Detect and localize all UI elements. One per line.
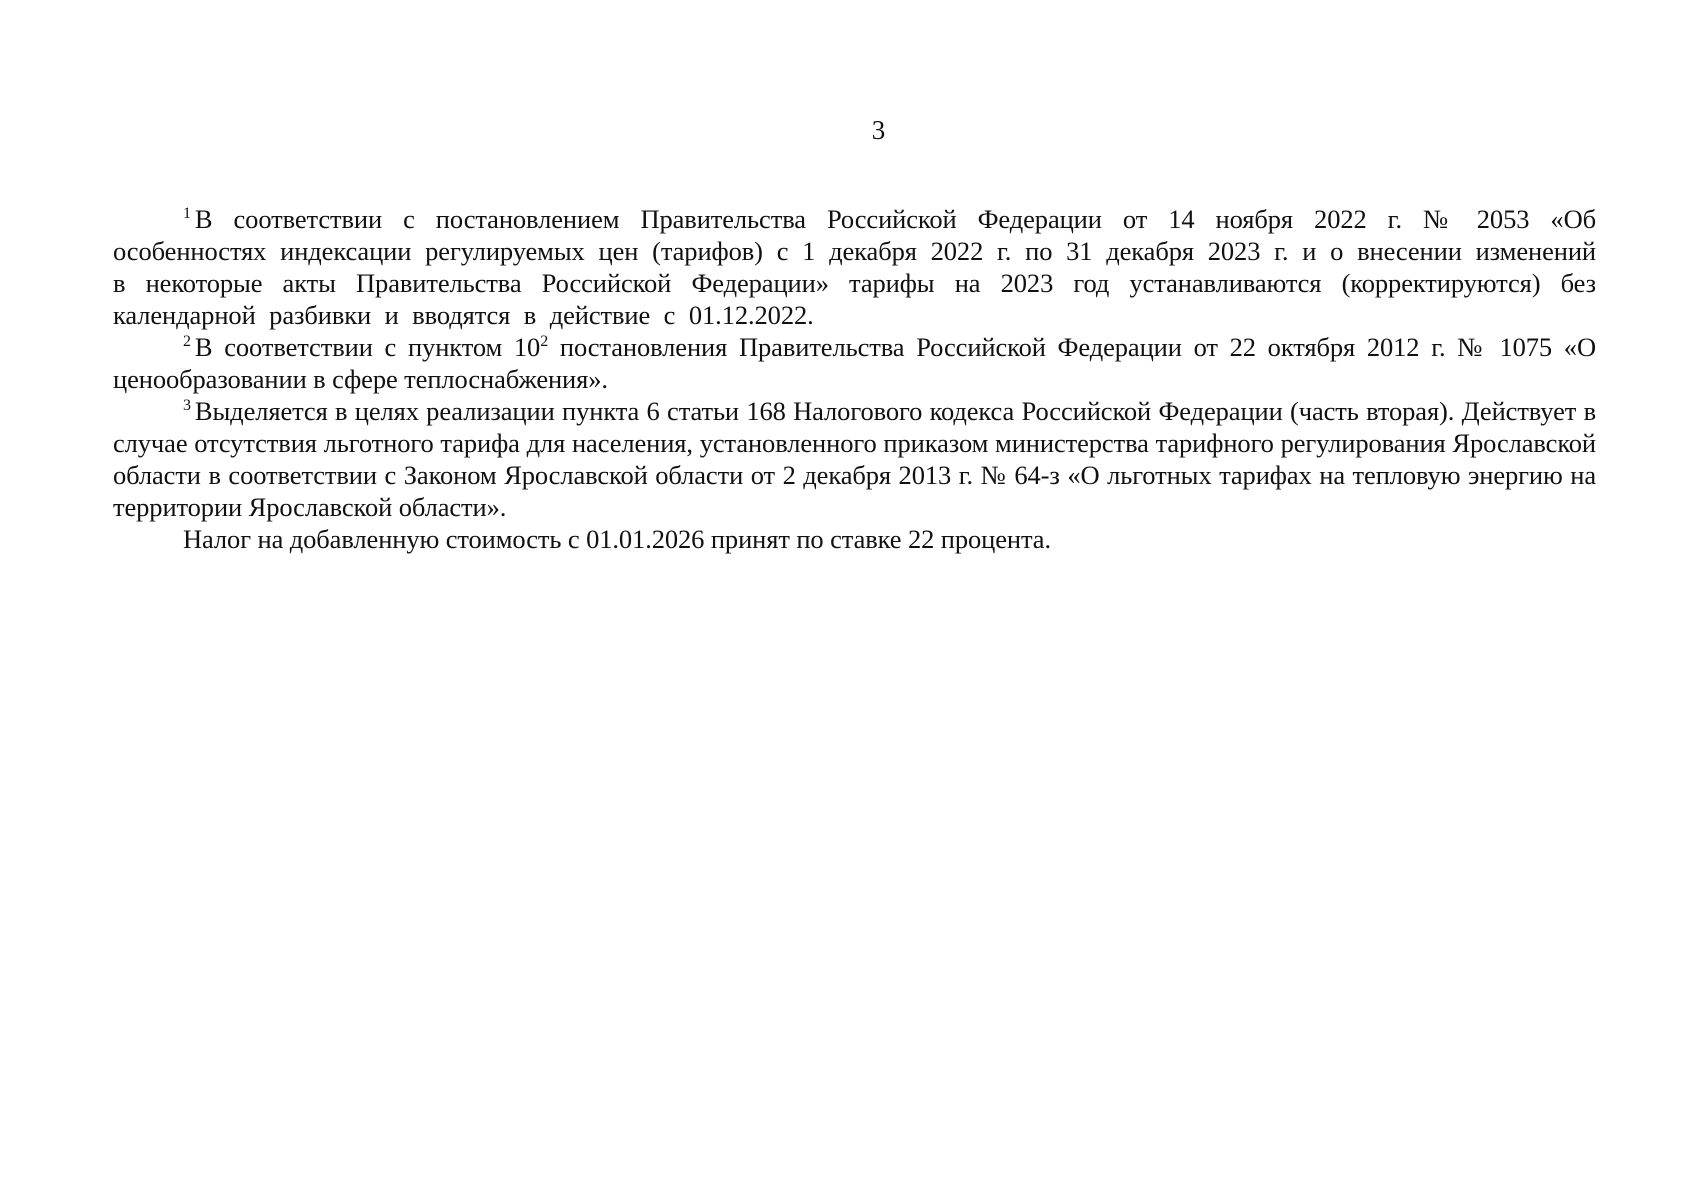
footnote-1 (113, 203, 1596, 331)
footnote-3-text: Выделяется в целях реализации пункта 6 статьи 168 Налогового кодекса Российской Федерации (часть вторая). Действует в случае отсутствия льготного тарифа для населения, установленного приказом министерства тарифного регулирования Ярославской области в соответствии с Законом Ярославской области от 2 декабря 2013 г. № 64-з «О льготных тарифах на тепловую энергию на территории Ярославской области». (113, 396, 1596, 522)
footnote-1-text: В соответствии с постановлением Правительства Российской Федерации от 14 ноября 2022 г. № 2053 «Об особенностях индексации регулируемых цен (тарифов) с 1 декабря 2022 г. по 31 декабря 2023 г. и о внесении изменений в некоторые акты Правительства Российской Федерации» тарифы на 2023 год устанавливаются (корректируются) без календарной разбивки и вводятся в действие с 01.12.2022. (113, 204, 1596, 330)
footnote-2 (113, 331, 1596, 395)
vat-note-text: Налог на добавленную стоимость с 01.01.2026 принят по ставке 22 процента. (183, 524, 1051, 554)
footnote-3 (113, 395, 1596, 523)
footnote-marker-1: 1 (183, 205, 191, 222)
footnote-marker-2: 2 (183, 333, 191, 350)
vat-note (113, 523, 1596, 555)
footnote-2-text-before: В соответствии с пунктом 10 (194, 332, 541, 362)
footnote-2-text-after: постановления Правительства Российской Федерации от 22 октября 2012 г. № 1075 «О ценообразовании в сфере теплоснабжения». (113, 332, 1596, 394)
page-number: 3 (871, 115, 886, 145)
footnote-marker-3: 3 (183, 397, 191, 414)
footnotes-section (113, 203, 1596, 555)
footnote-2-inline-superscript: 2 (540, 333, 549, 350)
